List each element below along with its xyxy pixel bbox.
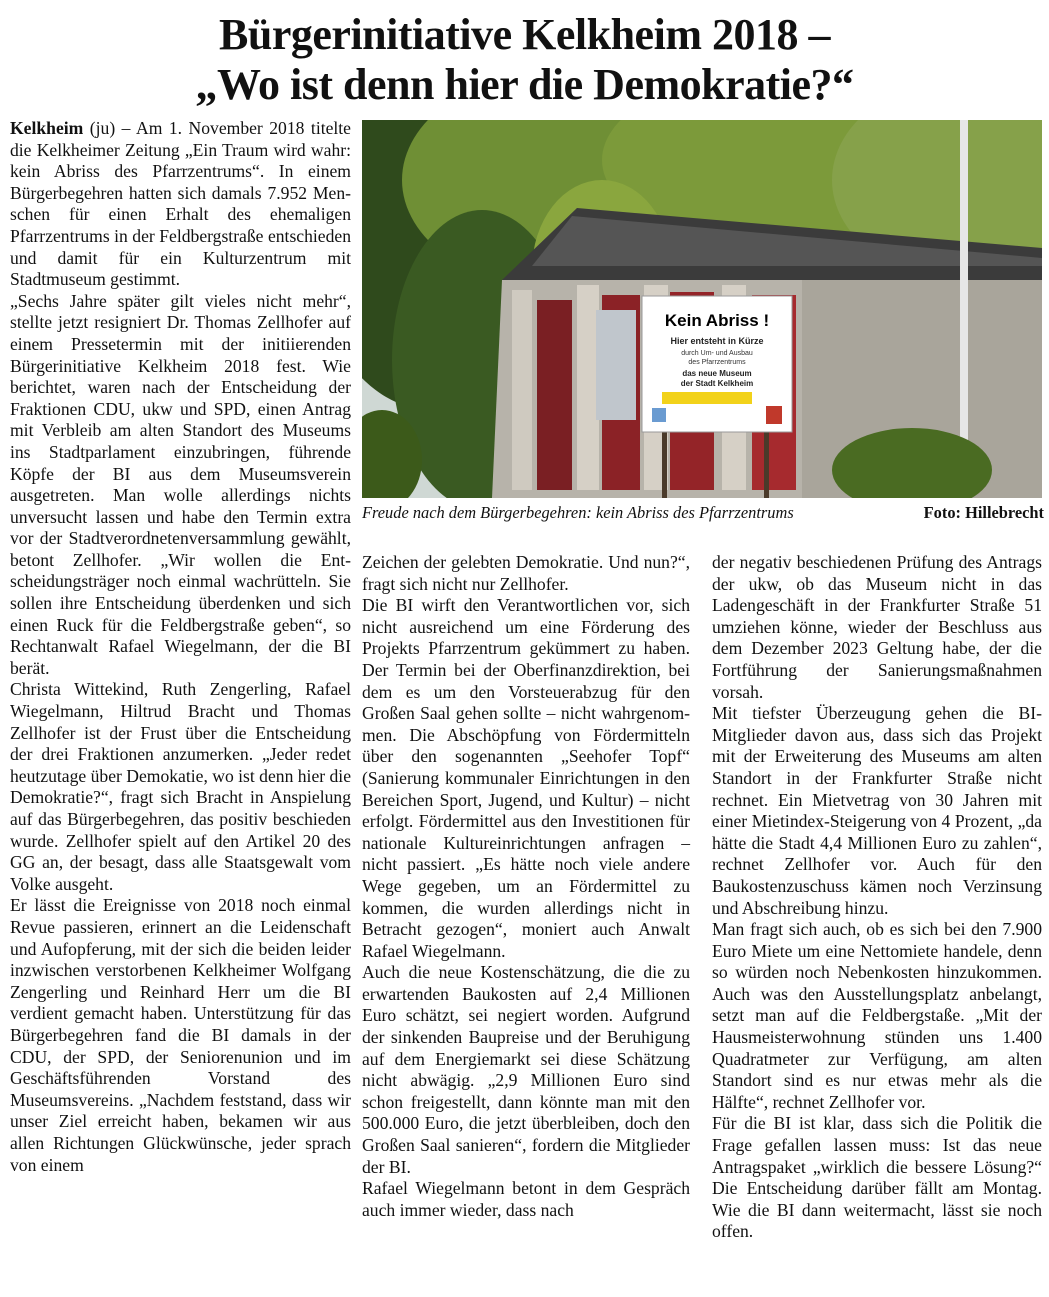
article-column-2 xyxy=(362,552,690,1221)
photo-caption xyxy=(362,503,1044,523)
dateline: Kelkheim xyxy=(10,118,84,138)
sign-title: Kein Abriss ! xyxy=(664,311,770,330)
photo-credit: Foto: Hillebrecht xyxy=(923,503,1044,522)
article-column-1 xyxy=(10,118,351,1176)
paragraph xyxy=(10,118,351,291)
paragraph: Er lässt die Ereignisse von 2018 noch einmal Revue passieren, erinnert an die Leidenschaft und Aufopferung, mit der sich die beiden leider inzwischen verstorbenen Kelkheimer Wolfgang Zengerling und Reinhard Herr um die BI verdient gemacht haben. Unterstützung für das Bürgerbegehren fand die BI damals in der CDU, der SPD, der Seniorenunion und im Geschäftsführenden Vorstand des Museumsvereins. „Nachdem feststand, dass wir unser Ziel erreicht haben, bekamen wir aus allen Richtungen Glückwünsche, jeder sprach von einem xyxy=(10,895,351,1175)
paragraph: Zeichen der gelebten Demokratie. Und nun?“, fragt sich nicht nur Zellhofer. xyxy=(362,552,690,594)
sign-line: des Pfarrzentrums xyxy=(688,359,746,366)
sign-line: Hier entsteht in Kürze xyxy=(670,336,764,346)
sign-line: der Stadt Kelkheim xyxy=(680,379,754,388)
caption-text: Freude nach dem Bürgerbegehren: kein Abriss des Pfarrzentrums xyxy=(362,503,794,522)
paragraph: der negativ beschiedenen Prüfung des Antrags der ukw, ob das Museum nicht in das Ladengeschäft in der Frankfurter Straße 51 umziehen könne, wieder der Beschluss aus dem Dezember 2023 Geltung habe, der die Fortführung der Sanierungsmaßnahmen vorsah. xyxy=(712,552,1042,702)
paragraph: Die BI wirft den Verantwortlichen vor, sich nicht ausreichend um eine Förderung des Projekts Pfarrzentrum gekümmert zu haben. Der Termin bei der Oberfinanzdirektion, bei dem es um den Vorsteuerabzug für den Großen Saal gehen sollte – nicht wahrgenommen. Die Abschöpfung von Fördermitteln über den sogenannten „Seehofer Topf“ (Sanierung kommunaler Einrichtungen in den Bereichen Sport, Jugend, und Kultur) – nicht erfolgt. Fördermittel aus den Investitionen für nationale Kultureinrichtungen anfragen – nicht passiert. „Es hätte noch viele andere Wege gegeben, um an Fördermittel zu kommen, die wurden allerdings nicht in Betracht gezogen“, moniert auch Anwalt Rafael Wiegelmann. xyxy=(362,595,690,961)
paragraph: Man fragt sich auch, ob es sich bei den 7.900 Euro Miete um eine Nettomiete handele, denn so würden noch Nebenkosten hinzukommen. Auch was den Ausstellungsplatz anbelangt, setzt man auf die Feldbergstaße. „Mit der Hausmeisterwohnung stünden uns 1.400 Quadratmeter zur Verfügung, am alten Standort sind es nur etwas mehr als die Hälfte“, rechnet Zellhofer vor. xyxy=(712,919,1042,1112)
paragraph: Christa Wittekind, Ruth Zengerling, Rafael Wiegelmann, Hiltrud Bracht und Thomas Zellhofer ist der Frust über die Entscheidung der drei Fraktionen anzumerken. „Jeder redet heutzutage über Demokatie, wo ist denn hier die Demokratie?“, fragt sich Bracht in Anspielung auf das Bürgerbegehren, das positiv beschieden wurde. Zellhofer spielt auf den Artikel 20 des GG an, der besagt, dass alle Staatsgewalt vom Volke ausgeht. xyxy=(10,679,352,894)
headline xyxy=(0,10,1049,110)
article-photo xyxy=(362,120,1042,498)
paragraph: Mit tiefster Überzeugung gehen die BI-Mitglieder davon aus, dass sich das Projekt mit der Erweiterung des Museums am alten Standort in der Frankfurter Straße nicht rechnet. Ein Mietvetrag von 30 Jahren mit einer Mietindex-Steigerung von 4 Prozent, „da hätte die Stadt 4,4 Millionen Euro zu zahlen“, rechnet Zellhofer vor. Auch für den Baukostenzuschuss kämen noch Verzinsung und Abschreibung hinzu. xyxy=(712,703,1042,918)
headline-line-2: „Wo ist denn hier die Demokratie?“ xyxy=(195,60,854,109)
sign-line: durch Um- und Ausbau xyxy=(681,350,753,357)
sign-line: das neue Museum xyxy=(682,369,752,378)
paragraph: Für die BI ist klar, dass sich die Politik die Frage gefallen lassen muss: Ist das neue Antragspaket „wirklich die bessere Lösung?“ Die Entscheidung darüber fällt am Montag. Wie die BI dann weitermacht, lässt sie noch offen. xyxy=(712,1113,1042,1242)
paragraph: „Sechs Jahre später gilt vieles nicht mehr“, stellte jetzt resigniert Dr. Thomas Zellhofer auf einem Pressetermin mit der initiierenden Bürgerinitiative Kelkheim 2018 fest. Wie berichtet, waren nach der Entscheidung der Fraktionen CDU, ukw und SPD, einen Antrag mit Verbleib am alten Standort des Museums ins Stadtparlament einzubringen, führende Köpfe der BI aus dem Museumsverein ausgetreten. Man wolle allerdings nichts unversucht lassen und habe den Termin extra vor der Stadtverordnetenversammlung gewählt, betont Zellhofer. „Wir wollen die Entscheidungsträger noch einmal wachrütteln. Sie sollen ihre Entscheidung überdenken und sich einen Ruck für die Feldbergstraße geben“, so Rechtanwalt Rafael Wiegelmann, der die BI berät. xyxy=(10,290,351,678)
article-column-3 xyxy=(712,552,1042,1243)
paragraph: Rafael Wiegelmann betont in dem Gespräch auch immer wieder, dass nach xyxy=(362,1178,690,1220)
paragraph-text: (ju) – Am 1. November 2018 titelte die Kelkheimer Zeitung „Ein Traum wird wahr: kein Abriss des Pfarrzentrums“. In einem Bürgerbegehren hatten sich damals 7.952 Menschen für einen Erhalt des ehemaligen Pfarrzentrums in der Feldbergstraße entschieden und damit für ein Kulturzentrum mit Stadtmuseum gestimmt. xyxy=(10,118,351,290)
paragraph: Auch die neue Kostenschätzung, die die zu erwartenden Baukosten auf 2,4 Millionen Euro schätzt, sei negiert worden. Aufgrund der sinkenden Baupreise und der Beruhigung auf dem Energiemarkt sei diese Schätzung nicht abwägig. „2,9 Millionen Euro sind schon freigestellt, dann könnte man mit den 500.000 Euro, die jetzt überbleiben, doch den Großen Saal sanieren“, fordern die Mitglieder der BI. xyxy=(362,962,690,1177)
headline-line-1: Bürgerinitiative Kelkheim 2018 – xyxy=(219,10,830,59)
